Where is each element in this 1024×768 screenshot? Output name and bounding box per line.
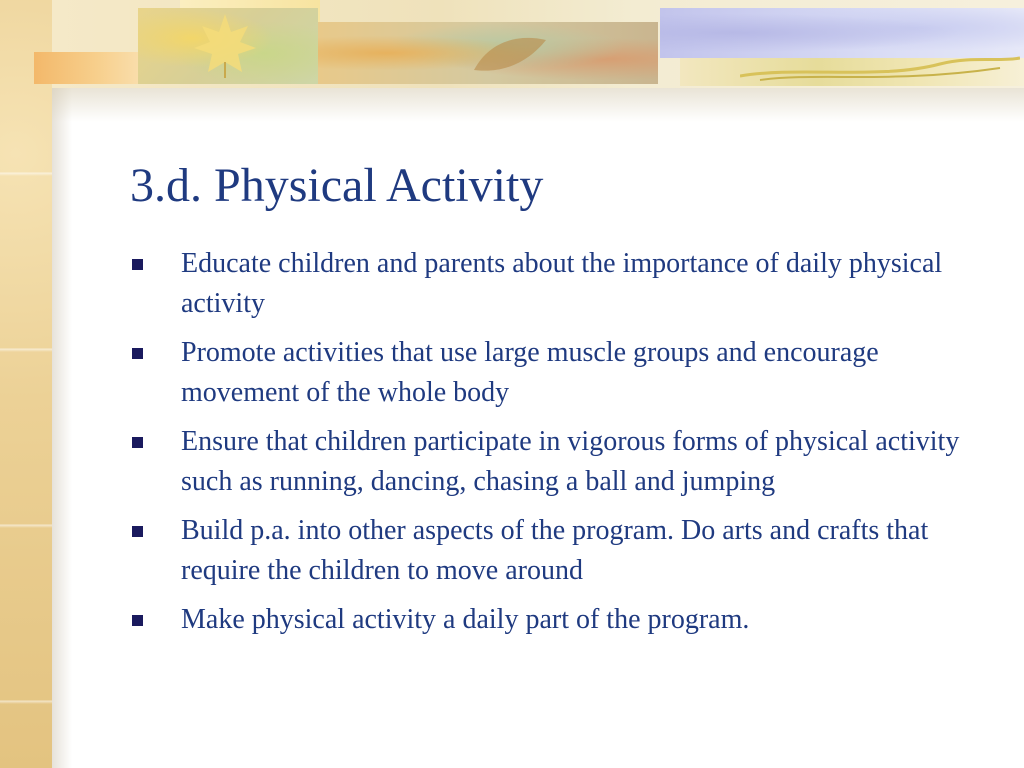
bullet-text: Promote activities that use large muscle groups and encourage movement of the whole body xyxy=(181,337,879,408)
bullet-text: Build p.a. into other aspects of the program. Do arts and crafts that require the children to move around xyxy=(181,515,929,586)
square-bullet-icon xyxy=(132,526,143,537)
list-item xyxy=(130,511,990,591)
list-item xyxy=(130,333,990,413)
list-item xyxy=(130,244,990,324)
grass-stalk-icon xyxy=(740,50,1020,84)
slide-title: 3.d. Physical Activity xyxy=(130,159,544,212)
left-parchment-strip xyxy=(0,0,52,768)
list-item xyxy=(130,600,990,640)
square-bullet-icon xyxy=(132,615,143,626)
top-banner-shadow xyxy=(52,88,1024,122)
bullet-list xyxy=(130,244,990,649)
square-bullet-icon xyxy=(132,437,143,448)
bullet-text: Ensure that children participate in vigorous forms of physical activity such as running, dancing, chasing a ball and jumping xyxy=(181,426,960,497)
bullet-text: Educate children and parents about the importance of daily physical activity xyxy=(181,248,943,319)
leaf-icon xyxy=(470,30,550,80)
banner-tile-orange xyxy=(34,52,138,84)
square-bullet-icon xyxy=(132,259,143,270)
bullet-text: Make physical activity a daily part of the program. xyxy=(181,604,750,635)
square-bullet-icon xyxy=(132,348,143,359)
maple-leaf-icon xyxy=(190,10,260,80)
list-item xyxy=(130,422,990,502)
